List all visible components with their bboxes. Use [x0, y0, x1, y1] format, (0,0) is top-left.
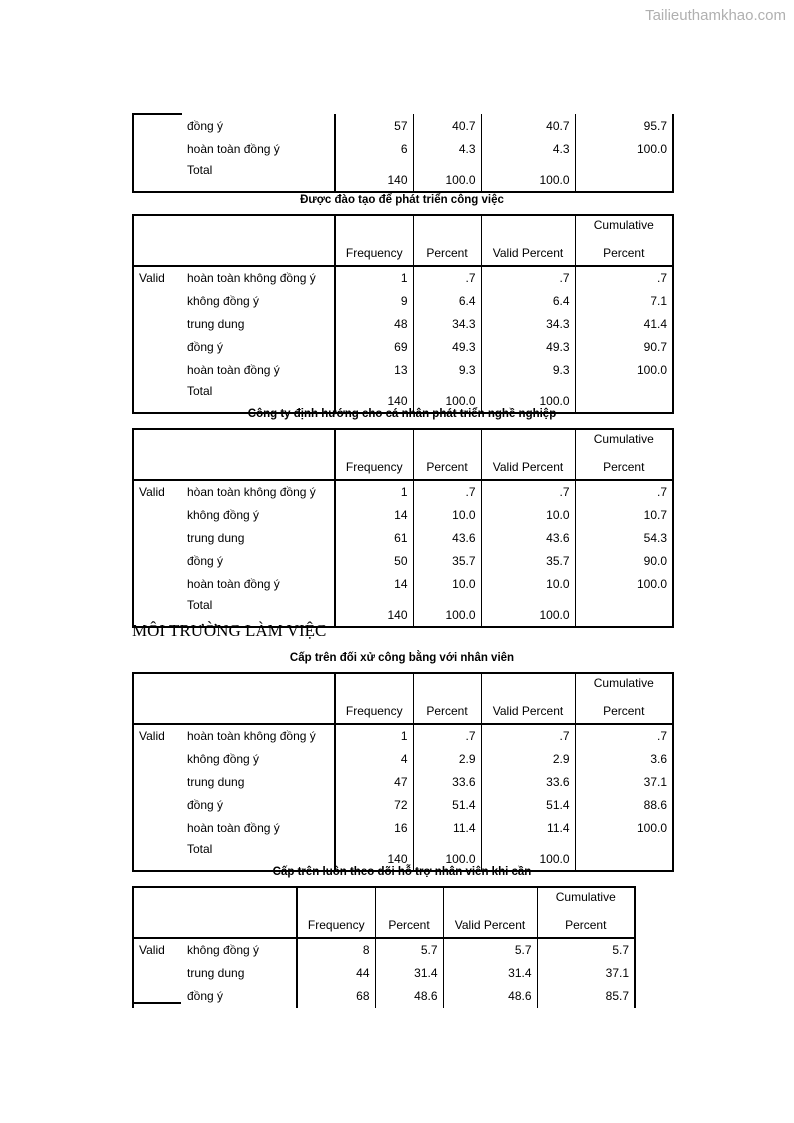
percent-cell: 43.6: [413, 527, 481, 550]
valid-percent-cell: 11.4: [481, 817, 575, 840]
frequency-cell: 50: [335, 550, 413, 573]
frequency-cell: 72: [335, 794, 413, 817]
percent-cell: 34.3: [413, 313, 481, 336]
cumulative-percent-cell: [575, 596, 673, 627]
table-row: [133, 771, 673, 794]
frequency-cell: 44: [297, 962, 375, 985]
cumulative-percent-cell: 3.6: [575, 748, 673, 771]
percent-cell: 10.0: [413, 504, 481, 527]
row-label: hòan toàn không đồng ý: [182, 480, 335, 504]
group-label: Valid: [133, 724, 182, 748]
table-header-row: [133, 215, 673, 266]
table-row: [133, 527, 673, 550]
frequency-cell: 69: [335, 336, 413, 359]
valid-percent-cell: 31.4: [443, 962, 537, 985]
percent-cell: 33.6: [413, 771, 481, 794]
table-row: [133, 336, 673, 359]
row-label: trung dung: [187, 775, 245, 789]
valid-percent-cell: 10.0: [481, 504, 575, 527]
row-label: hoàn toàn không đồng ý: [182, 266, 335, 290]
cumulative-percent-cell: 41.4: [575, 313, 673, 336]
table-row: [133, 573, 673, 596]
valid-percent-cell: 100.0: [481, 596, 575, 627]
frequency-cell: 8: [297, 938, 375, 962]
header-cumulative-percent: Cumulative Percent: [575, 429, 673, 480]
header-percent: Percent: [413, 673, 481, 724]
valid-percent-cell: 2.9: [481, 748, 575, 771]
row-label: Total: [182, 596, 335, 627]
frequency-cell: 13: [335, 359, 413, 382]
table-title: Cấp trên đối xử công bằng với nhân viên: [289, 652, 515, 664]
valid-percent-cell: 40.7: [481, 114, 575, 138]
header-cumulative-percent: Cumulative Percent: [575, 215, 673, 266]
table-row: [133, 724, 673, 748]
header-valid-percent: Valid Percent: [481, 215, 575, 266]
frequency-cell: 16: [335, 817, 413, 840]
row-label: đồng ý: [187, 798, 224, 812]
header-frequency: Frequency: [335, 429, 413, 480]
table-row: [133, 794, 673, 817]
frequency-table: [132, 886, 636, 1008]
frequency-cell: 68: [297, 985, 375, 1008]
table-row: [133, 290, 673, 313]
table-title: Công ty định hướng cho cá nhân phát triển nghề nghiệp: [247, 408, 557, 420]
valid-percent-cell: 48.6: [443, 985, 537, 1008]
row-label: không đồng ý: [182, 938, 297, 962]
percent-cell: 100.0: [413, 840, 481, 871]
header-percent: Percent: [375, 887, 443, 938]
percent-cell: 40.7: [413, 114, 481, 138]
percent-cell: .7: [413, 480, 481, 504]
percent-cell: 100.0: [413, 596, 481, 627]
percent-cell: 10.0: [413, 573, 481, 596]
frequency-cell: 61: [335, 527, 413, 550]
percent-cell: 2.9: [413, 748, 481, 771]
table-row: [133, 962, 635, 985]
percent-cell: 35.7: [413, 550, 481, 573]
frequency-cell: 140: [335, 161, 413, 192]
frequency-table-continued: [132, 113, 674, 193]
frequency-cell: 4: [335, 748, 413, 771]
percent-cell: .7: [413, 724, 481, 748]
row-label: không đồng ý: [187, 752, 260, 766]
valid-percent-cell: .7: [481, 480, 575, 504]
row-label: đồng ý: [187, 989, 224, 1003]
table-row: [133, 550, 673, 573]
cumulative-percent-cell: .7: [575, 266, 673, 290]
percent-cell: 4.3: [413, 138, 481, 161]
cumulative-percent-cell: 37.1: [575, 771, 673, 794]
cumulative-percent-cell: 7.1: [575, 290, 673, 313]
header-frequency: Frequency: [297, 887, 375, 938]
valid-percent-cell: 43.6: [481, 527, 575, 550]
header-percent: Percent: [413, 215, 481, 266]
valid-percent-cell: 35.7: [481, 550, 575, 573]
frequency-cell: 1: [335, 724, 413, 748]
table-row: [133, 359, 673, 382]
cumulative-percent-cell: 88.6: [575, 794, 673, 817]
valid-percent-cell: 34.3: [481, 313, 575, 336]
percent-cell: 51.4: [413, 794, 481, 817]
percent-cell: 100.0: [413, 382, 481, 413]
percent-cell: 11.4: [413, 817, 481, 840]
frequency-cell: 140: [335, 596, 413, 627]
percent-cell: 6.4: [413, 290, 481, 313]
percent-cell: 48.6: [375, 985, 443, 1008]
watermark: Tailieuthamkhao.com: [645, 7, 786, 24]
row-label: trung dung: [187, 531, 245, 545]
header-percent: Percent: [413, 429, 481, 480]
row-label: không đồng ý: [187, 508, 260, 522]
frequency-cell: 14: [335, 573, 413, 596]
cumulative-percent-cell: 54.3: [575, 527, 673, 550]
frequency-cell: 6: [335, 138, 413, 161]
percent-cell: .7: [413, 266, 481, 290]
row-label: đồng ý: [187, 340, 224, 354]
valid-percent-cell: 100.0: [481, 382, 575, 413]
table-cutoff-line: [132, 1002, 181, 1004]
cumulative-percent-cell: 100.0: [575, 817, 673, 840]
header-cumulative-percent: Cumulative Percent: [575, 673, 673, 724]
cumulative-percent-cell: 100.0: [575, 573, 673, 596]
row-label: không đồng ý: [187, 294, 260, 308]
row-label: trung dung: [187, 966, 245, 980]
table-row: [133, 266, 673, 290]
percent-cell: 49.3: [413, 336, 481, 359]
group-label: Valid: [133, 938, 182, 962]
frequency-table: [132, 672, 674, 872]
frequency-cell: 47: [335, 771, 413, 794]
cumulative-percent-cell: 100.0: [575, 359, 673, 382]
frequency-cell: 48: [335, 313, 413, 336]
valid-percent-cell: 33.6: [481, 771, 575, 794]
frequency-cell: 14: [335, 504, 413, 527]
table-row: [133, 114, 673, 138]
cumulative-percent-cell: 90.0: [575, 550, 673, 573]
cumulative-percent-cell: 5.7: [537, 938, 635, 962]
row-label: trung dung: [187, 317, 245, 331]
section-title: MÔI TRƯỜNG LÀM VIỆC: [132, 621, 327, 640]
header-valid-percent: Valid Percent: [481, 673, 575, 724]
table-title: Cấp trên luôn theo dõi hỗ trợ nhân viên khi cần: [272, 866, 532, 878]
cumulative-percent-cell: 90.7: [575, 336, 673, 359]
row-label: đồng ý: [187, 118, 224, 133]
table-header-row: [133, 887, 635, 938]
header-frequency: Frequency: [335, 673, 413, 724]
valid-percent-cell: 9.3: [481, 359, 575, 382]
group-label: Valid: [133, 480, 182, 504]
table-row: [133, 748, 673, 771]
cumulative-percent-cell: [575, 161, 673, 192]
frequency-cell: 140: [335, 382, 413, 413]
table-title: Được đào tạo để phát triển công việc: [300, 194, 504, 206]
cumulative-percent-cell: .7: [575, 480, 673, 504]
frequency-table: [132, 428, 674, 628]
valid-percent-cell: 5.7: [443, 938, 537, 962]
row-label: hoàn toàn đồng ý: [187, 577, 280, 591]
cumulative-percent-cell: 85.7: [537, 985, 635, 1008]
cumulative-percent-cell: 10.7: [575, 504, 673, 527]
cumulative-percent-cell: 37.1: [537, 962, 635, 985]
row-label: đồng ý: [187, 554, 224, 568]
row-label: Total: [182, 382, 335, 413]
table-row: [133, 817, 673, 840]
row-label: Total: [182, 840, 335, 871]
header-valid-percent: Valid Percent: [481, 429, 575, 480]
table-row: [133, 985, 635, 1008]
table-row: [133, 313, 673, 336]
table-row-total: [133, 161, 673, 192]
valid-percent-cell: 10.0: [481, 573, 575, 596]
percent-cell: 9.3: [413, 359, 481, 382]
percent-cell: 100.0: [413, 161, 481, 192]
table-header-row: [133, 429, 673, 480]
table-row: [133, 138, 673, 161]
header-cumulative-percent: Cumulative Percent: [537, 887, 635, 938]
cumulative-percent-cell: .7: [575, 724, 673, 748]
table-row: [133, 480, 673, 504]
row-label: hoàn toàn không đồng ý: [182, 724, 335, 748]
valid-percent-cell: .7: [481, 724, 575, 748]
table-row: [133, 938, 635, 962]
valid-percent-cell: 51.4: [481, 794, 575, 817]
row-label: Total: [182, 161, 335, 192]
cumulative-percent-cell: 100.0: [575, 138, 673, 161]
valid-percent-cell: 100.0: [481, 840, 575, 871]
valid-percent-cell: .7: [481, 266, 575, 290]
valid-percent-cell: 4.3: [481, 138, 575, 161]
frequency-cell: 9: [335, 290, 413, 313]
group-label: Valid: [133, 266, 182, 290]
table-header-row: [133, 673, 673, 724]
header-frequency: Frequency: [335, 215, 413, 266]
frequency-cell: 57: [335, 114, 413, 138]
row-label: hoàn toàn đồng ý: [187, 142, 280, 156]
frequency-cell: 1: [335, 266, 413, 290]
frequency-table: [132, 214, 674, 414]
frequency-cell: 1: [335, 480, 413, 504]
row-label: hoàn toàn đồng ý: [187, 821, 280, 835]
header-valid-percent: Valid Percent: [443, 887, 537, 938]
valid-percent-cell: 49.3: [481, 336, 575, 359]
percent-cell: 31.4: [375, 962, 443, 985]
percent-cell: 5.7: [375, 938, 443, 962]
cumulative-percent-cell: 95.7: [575, 114, 673, 138]
row-label: hoàn toàn đồng ý: [187, 363, 280, 377]
frequency-cell: 140: [335, 840, 413, 871]
table-row: [133, 504, 673, 527]
valid-percent-cell: 6.4: [481, 290, 575, 313]
valid-percent-cell: 100.0: [481, 161, 575, 192]
